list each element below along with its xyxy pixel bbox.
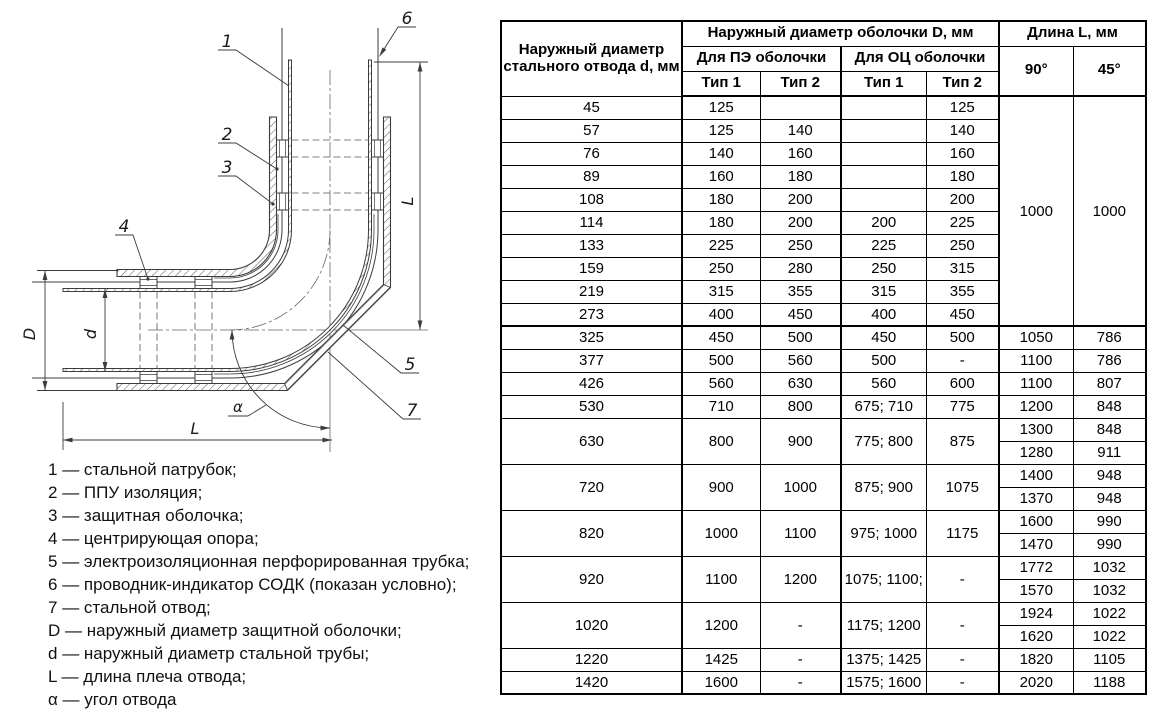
table-cell: 848	[1073, 395, 1146, 418]
callout-2: 2	[221, 125, 233, 145]
table-cell: 1570	[999, 579, 1073, 602]
legend-item	[48, 481, 469, 504]
table-cell: 1188	[1073, 671, 1146, 694]
table-cell: -	[926, 602, 999, 648]
table-cell: 325	[501, 326, 682, 349]
table-cell: 990	[1073, 510, 1146, 533]
table-cell: 920	[501, 556, 682, 602]
table-cell: 160	[926, 142, 999, 165]
table-cell: 76	[501, 142, 682, 165]
table-cell: 273	[501, 303, 682, 326]
header-pe-type1: Тип 1	[682, 71, 760, 96]
legend-key: L	[48, 667, 57, 686]
table-cell: 500	[926, 326, 999, 349]
table-cell: 180	[760, 165, 841, 188]
table-cell: 225	[682, 234, 760, 257]
legend-text: наружный диаметр стальной трубы;	[83, 644, 370, 663]
table-cell: 848	[1073, 418, 1146, 441]
spec-table-rows	[501, 96, 1146, 694]
table-cell: 1032	[1073, 579, 1146, 602]
table-cell: 800	[760, 395, 841, 418]
dim-angle-label: α	[233, 398, 243, 416]
table-cell: 630	[501, 418, 682, 464]
table-row	[501, 395, 1146, 418]
table-cell: 1100	[999, 349, 1073, 372]
table-cell: 500	[682, 349, 760, 372]
table-cell: 990	[1073, 533, 1146, 556]
legend	[48, 458, 469, 711]
table-cell: 1420	[501, 671, 682, 694]
legend-key: 5	[48, 552, 58, 571]
legend-item	[48, 458, 469, 481]
legend-separator: —	[57, 575, 84, 594]
dimension-pipe-diameter	[103, 289, 108, 372]
legend-text: угол отвода	[84, 690, 177, 709]
table-row	[501, 556, 1146, 579]
table-cell: 1020	[501, 602, 682, 648]
table-cell: 400	[841, 303, 926, 326]
table-cell: 1050	[999, 326, 1073, 349]
table-cell	[841, 142, 926, 165]
table-cell: -	[760, 602, 841, 648]
legend-item	[48, 573, 469, 596]
legend-key: 1	[48, 460, 58, 479]
legend-key: 2	[48, 483, 58, 502]
dim-casing-diameter-label: D	[20, 327, 39, 341]
table-row	[501, 671, 1146, 694]
legend-separator: —	[60, 621, 87, 640]
table-cell: 200	[841, 211, 926, 234]
table-cell	[841, 96, 926, 119]
table-cell: 875	[926, 418, 999, 464]
table-cell: 140	[760, 119, 841, 142]
table-cell: 1100	[760, 510, 841, 556]
table-cell: 911	[1073, 441, 1146, 464]
table-row	[501, 326, 1146, 349]
table-cell: 180	[682, 211, 760, 234]
header-oc-type2: Тип 2	[926, 71, 999, 96]
table-cell: 200	[760, 188, 841, 211]
table-cell: 200	[926, 188, 999, 211]
table-cell: 219	[501, 280, 682, 303]
legend-key: 6	[48, 575, 58, 594]
table-cell: 1200	[682, 602, 760, 648]
legend-item	[48, 596, 469, 619]
table-cell	[841, 165, 926, 188]
table-cell: 775	[926, 395, 999, 418]
table-cell: 125	[682, 96, 760, 119]
header-angle-45: 45°	[1073, 46, 1146, 96]
table-cell: 948	[1073, 487, 1146, 510]
legend-separator: —	[57, 529, 84, 548]
table-cell: 125	[926, 96, 999, 119]
table-cell: 140	[682, 142, 760, 165]
table-row	[501, 418, 1146, 441]
legend-key: D	[48, 621, 61, 640]
legend-key: 7	[48, 598, 58, 617]
table-cell	[760, 96, 841, 119]
legend-separator: —	[57, 460, 84, 479]
callout-4: 4	[118, 217, 130, 237]
legend-item	[48, 527, 469, 550]
header-steel-diameter: Наружный диаметр стального отвода d, мм	[501, 21, 682, 96]
callout-3: 3	[221, 158, 233, 178]
legend-text: проводник-индикатор СОДК (показан условно);	[83, 575, 457, 594]
table-cell: 630	[760, 372, 841, 395]
table-row	[501, 96, 1146, 119]
table-cell: 900	[682, 464, 760, 510]
table-cell: 500	[760, 326, 841, 349]
table-cell: 355	[760, 280, 841, 303]
table-cell: 1075; 1100;	[841, 556, 926, 602]
legend-text: электроизоляционная перфорированная трубка;	[83, 552, 470, 571]
table-cell: 1000	[1073, 96, 1146, 326]
legend-key: α	[48, 690, 58, 709]
table-cell: 45	[501, 96, 682, 119]
table-cell: 450	[760, 303, 841, 326]
table-cell: -	[926, 556, 999, 602]
dim-length-right-label: L	[398, 196, 417, 206]
table-cell: 948	[1073, 464, 1146, 487]
table-cell: 975; 1000	[841, 510, 926, 556]
table-cell: 1105	[1073, 648, 1146, 671]
table-cell: 1200	[760, 556, 841, 602]
table-cell: 1600	[682, 671, 760, 694]
table-cell: 1100	[682, 556, 760, 602]
table-cell: 1022	[1073, 625, 1146, 648]
legend-item	[48, 619, 469, 642]
header-oc-casing: Для ОЦ оболочки	[841, 46, 999, 71]
table-cell: 160	[760, 142, 841, 165]
table-cell: 775; 800	[841, 418, 926, 464]
legend-separator: —	[56, 667, 84, 686]
callout-numbers	[119, 9, 418, 421]
table-cell: 250	[926, 234, 999, 257]
table-cell: 560	[682, 372, 760, 395]
table-cell: 560	[841, 372, 926, 395]
table-cell: 377	[501, 349, 682, 372]
table-cell: 1000	[682, 510, 760, 556]
table-cell: 675; 710	[841, 395, 926, 418]
header-oc-type1: Тип 1	[841, 71, 926, 96]
legend-separator: —	[57, 483, 84, 502]
table-cell: 1924	[999, 602, 1073, 625]
spec-table	[500, 20, 1147, 695]
table-cell: 1300	[999, 418, 1073, 441]
table-cell: 159	[501, 257, 682, 280]
callout-leaders	[115, 27, 421, 419]
table-cell	[841, 119, 926, 142]
table-cell: -	[926, 648, 999, 671]
table-cell: 500	[841, 349, 926, 372]
dim-length-bottom-label: L	[190, 419, 200, 438]
table-cell: 1425	[682, 648, 760, 671]
legend-text: защитная оболочка;	[83, 506, 244, 525]
legend-key: d	[48, 644, 58, 663]
table-cell: -	[926, 671, 999, 694]
legend-item	[48, 688, 469, 711]
legend-item	[48, 665, 469, 688]
legend-separator: —	[57, 506, 84, 525]
callout-1: 1	[221, 32, 233, 52]
table-row	[501, 648, 1146, 671]
table-cell: 1375; 1425	[841, 648, 926, 671]
header-angle-90: 90°	[999, 46, 1073, 96]
table-cell: 786	[1073, 349, 1146, 372]
steel-pipe	[63, 60, 372, 372]
protective-casing	[117, 117, 391, 391]
header-pe-casing: Для ПЭ оболочки	[682, 46, 841, 71]
table-row	[501, 349, 1146, 372]
table-cell: 2020	[999, 671, 1073, 694]
table-cell: 426	[501, 372, 682, 395]
table-cell: 225	[926, 211, 999, 234]
table-cell: 450	[926, 303, 999, 326]
callout-5: 5	[404, 355, 416, 375]
table-cell: 1100	[999, 372, 1073, 395]
table-cell: 875; 900	[841, 464, 926, 510]
table-cell: 225	[841, 234, 926, 257]
header-pe-type2: Тип 2	[760, 71, 841, 96]
legend-separator: —	[57, 690, 85, 709]
legend-text: наружный диаметр защитной оболочки;	[86, 621, 402, 640]
legend-text: стальной патрубок;	[83, 460, 237, 479]
table-cell: 1000	[999, 96, 1073, 326]
table-cell: 125	[682, 119, 760, 142]
table-cell: 108	[501, 188, 682, 211]
table-cell: 1772	[999, 556, 1073, 579]
table-cell: 355	[926, 280, 999, 303]
legend-text: ППУ изоляция;	[83, 483, 203, 502]
table-cell: 1022	[1073, 602, 1146, 625]
table-cell: 250	[682, 257, 760, 280]
callout-7: 7	[406, 401, 418, 421]
table-row	[501, 510, 1146, 533]
header-group-length: Длина L, мм	[999, 21, 1146, 46]
legend-separator: —	[57, 598, 84, 617]
table-row	[501, 464, 1146, 487]
table-cell: 57	[501, 119, 682, 142]
legend-text: стальной отвод;	[83, 598, 211, 617]
table-cell: 1175; 1200	[841, 602, 926, 648]
header-group-casing-diameter: Наружный диаметр оболочки D, мм	[682, 21, 999, 46]
table-cell: 786	[1073, 326, 1146, 349]
table-cell: 200	[760, 211, 841, 234]
table-cell: 1175	[926, 510, 999, 556]
table-cell: 140	[926, 119, 999, 142]
table-cell: 900	[760, 418, 841, 464]
table-cell: 1620	[999, 625, 1073, 648]
legend-separator: —	[57, 552, 84, 571]
legend-key: 4	[48, 529, 58, 548]
table-cell: 600	[926, 372, 999, 395]
legend-item	[48, 642, 469, 665]
table-cell: 1200	[999, 395, 1073, 418]
table-cell: 1575; 1600	[841, 671, 926, 694]
table-cell: 250	[841, 257, 926, 280]
table-cell	[841, 188, 926, 211]
table-cell: 400	[682, 303, 760, 326]
table-cell: 133	[501, 234, 682, 257]
dimension-angle	[228, 330, 330, 430]
legend-key: 3	[48, 506, 58, 525]
table-cell: 180	[682, 188, 760, 211]
table-cell: 315	[926, 257, 999, 280]
table-cell: 89	[501, 165, 682, 188]
table-cell: 560	[760, 349, 841, 372]
table-cell: 530	[501, 395, 682, 418]
table-cell: 450	[841, 326, 926, 349]
table-row	[501, 602, 1146, 625]
table-cell: 1032	[1073, 556, 1146, 579]
table-cell: 1400	[999, 464, 1073, 487]
table-cell: 710	[682, 395, 760, 418]
table-cell: 114	[501, 211, 682, 234]
table-cell: 180	[926, 165, 999, 188]
legend-text: длина плеча отвода;	[83, 667, 247, 686]
table-cell: 807	[1073, 372, 1146, 395]
table-cell: 1370	[999, 487, 1073, 510]
table-cell: 315	[682, 280, 760, 303]
table-cell: 1075	[926, 464, 999, 510]
table-cell: 820	[501, 510, 682, 556]
callout-6: 6	[401, 9, 413, 29]
sodk-conductor-wires	[32, 28, 378, 378]
table-cell: 800	[682, 418, 760, 464]
table-row	[501, 372, 1146, 395]
table-cell: 720	[501, 464, 682, 510]
table-cell: 1220	[501, 648, 682, 671]
table-cell: -	[760, 671, 841, 694]
table-cell: 250	[760, 234, 841, 257]
table-cell: -	[926, 349, 999, 372]
table-cell: 1820	[999, 648, 1073, 671]
legend-item	[48, 504, 469, 527]
table-cell: 1470	[999, 533, 1073, 556]
table-cell: 280	[760, 257, 841, 280]
table-cell: 1000	[760, 464, 841, 510]
table-cell: 450	[682, 326, 760, 349]
legend-separator: —	[57, 644, 84, 663]
legend-text: центрирующая опора;	[83, 529, 259, 548]
table-cell: 1280	[999, 441, 1073, 464]
elbow-drawing	[0, 0, 500, 460]
table-cell: 315	[841, 280, 926, 303]
table-cell: -	[760, 648, 841, 671]
legend-item	[48, 550, 469, 573]
dim-pipe-diameter-label: d	[81, 328, 100, 340]
table-cell: 160	[682, 165, 760, 188]
table-cell: 1600	[999, 510, 1073, 533]
